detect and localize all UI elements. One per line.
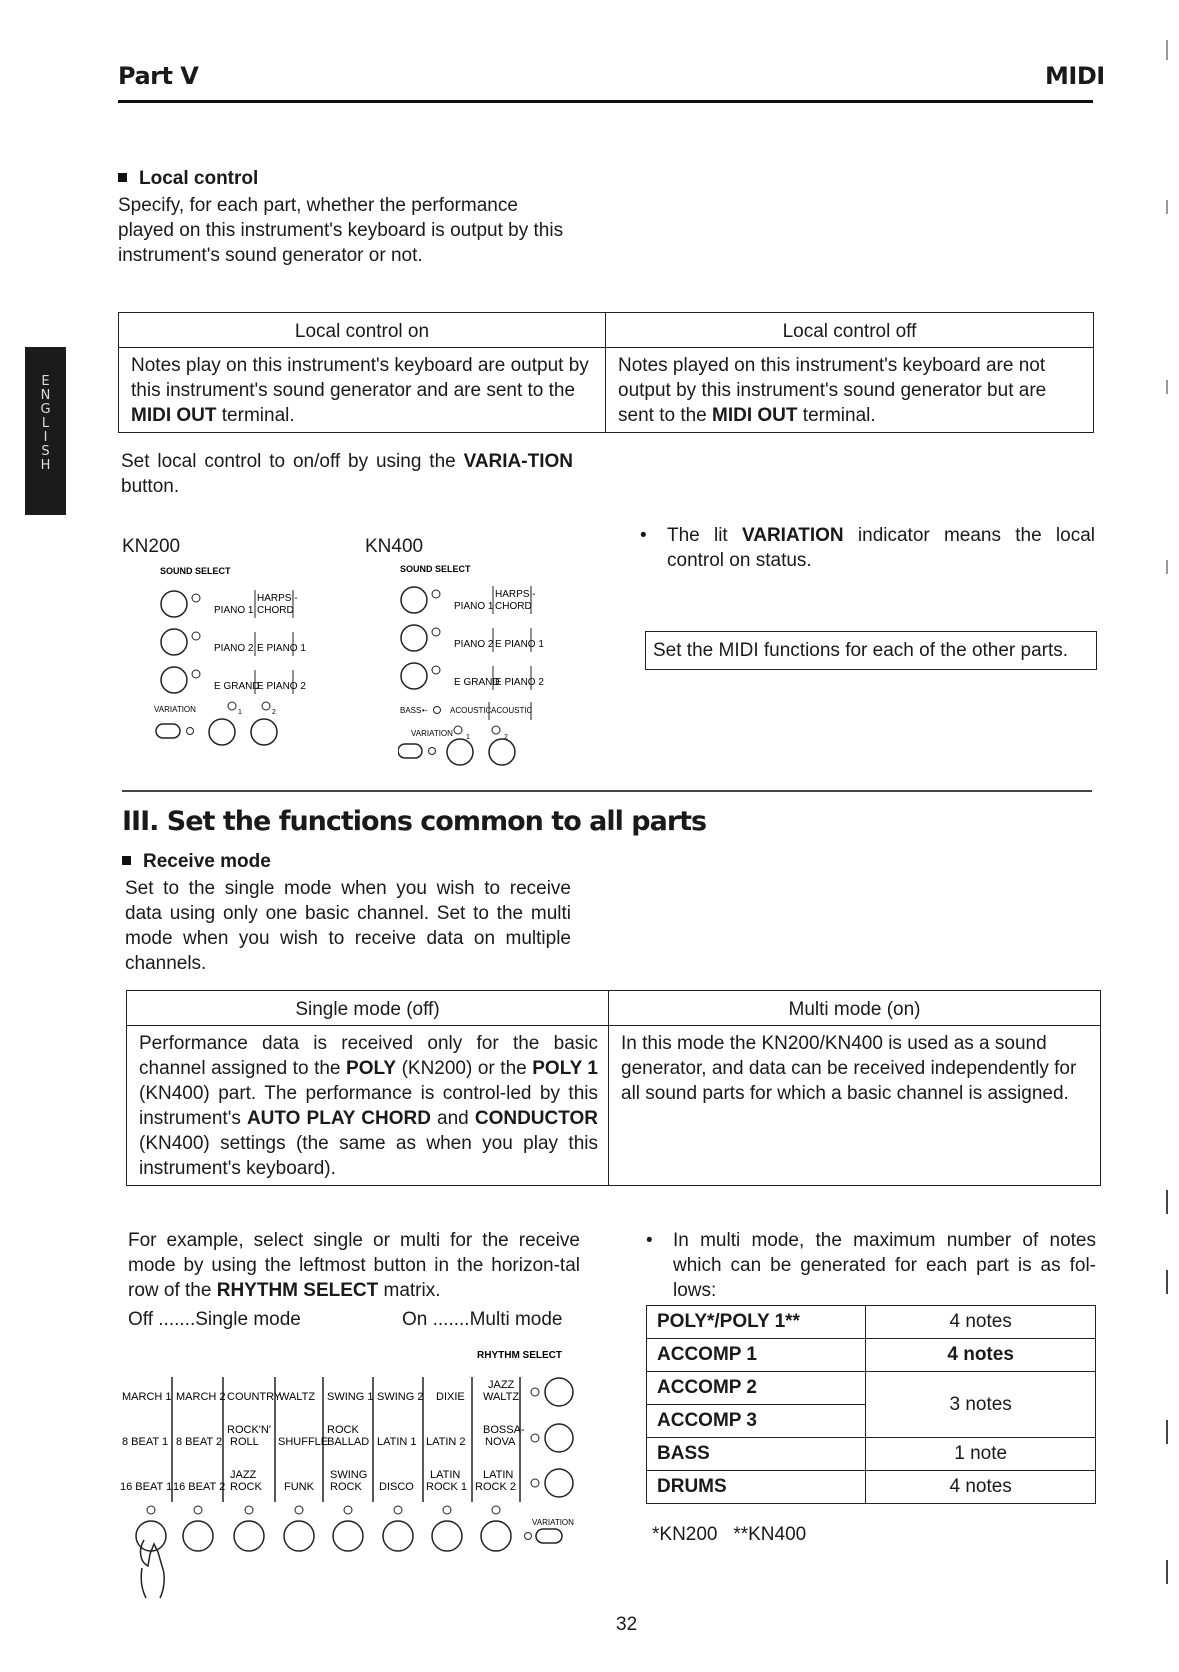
rhythm-label: COUNTRY [227,1391,282,1403]
svg-text:•-: •- [422,706,428,715]
rhythm-select-matrix [120,1340,590,1602]
variation-button[interactable] [156,724,180,738]
piano1-label: PIANO 1 [454,601,494,612]
note-count: 3 notes [866,1372,1096,1438]
indicator-led [228,702,236,710]
column-button[interactable] [432,1521,462,1551]
note-box: Set the MIDI functions for each of the other parts. [645,631,1097,670]
column-button[interactable] [333,1521,363,1551]
acoustic-label: ACOUSTIC [450,706,492,715]
indicator-led [531,1434,539,1442]
kn200-label: KN200 [122,536,181,557]
row-select-button[interactable] [545,1469,573,1497]
rhythm-label: NOVA [485,1436,516,1448]
egrand-label: E GRAND [214,681,260,692]
rhythm-label: ROCK [230,1481,262,1493]
header-part: Part V [118,62,199,90]
single-mode-desc: Performance data is received only for the basic channel assigned to the POLY (KN200) or the POLY 1 (KN400) part. The performance is control-led by this instrument's AUTO PLAY CHORD and CONDUCTOR (KN400) settings (the same as when you play this instrument's keyboard). [127,1026,609,1186]
tab-letter: N [40,388,51,403]
indicator-led [434,707,441,714]
variation-led [187,728,194,735]
variation-instruction: Set local control to on/off by using the VARIA-TION button. [121,451,573,497]
variation-button[interactable] [398,744,422,758]
example-text: For example, select single or multi for the receive mode by using the leftmost button in the horizon-tal row of the RHYTHM SELECT matrix. [128,1230,580,1301]
variation-2-label: 2 [504,734,508,741]
column-button[interactable] [481,1521,511,1551]
rhythm-label: WALTZ [483,1391,520,1403]
sound-select-label: SOUND SELECT [160,566,231,576]
variation-1-button[interactable] [447,739,473,765]
rhythm-label: BALLAD [327,1436,370,1448]
rhythm-label: 8 BEAT 2 [176,1436,223,1448]
rhythm-label: ROLL [230,1436,259,1448]
indicator-led [262,702,270,710]
header-section: MIDI [1045,62,1105,90]
variation-label: VARIATION [154,705,196,714]
sound-select-label: SOUND SELECT [400,564,471,574]
indicator-led [192,594,200,602]
rhythm-label: SWING 1 [327,1391,374,1403]
sound-button[interactable] [161,667,187,693]
row-select-button[interactable] [545,1424,573,1452]
rhythm-label: BOSSA- [483,1424,525,1436]
rhythm-label: ROCK'N' [227,1424,271,1436]
table-row [647,1438,1096,1471]
local-control-heading: Local control [118,168,258,190]
variation-1-label: 1 [238,709,242,716]
epiano1-label: E PIANO 1 [257,643,306,654]
harpsi-label: HARPSI- [257,593,298,604]
local-control-intro: Specify, for each part, whether the performance played on this instrument's keyboard is output by this instrument's sound generator or not. [118,195,564,266]
indicator-led [432,590,440,598]
rhythm-label: SWING [330,1469,368,1481]
section-title: III. Set the functions common to all parts [122,806,707,837]
sound-button[interactable] [161,629,187,655]
rhythm-label: ROCK [330,1481,362,1493]
rhythm-label: ROCK 1 [426,1481,467,1493]
piano2-label: PIANO 2 [454,639,494,650]
rhythm-label: 16 BEAT 2 [173,1481,226,1493]
rhythm-label: 8 BEAT 1 [122,1436,169,1448]
part-name: POLY*/POLY 1** [647,1306,866,1339]
receive-mode-table [126,990,1101,1186]
piano2-label: PIANO 2 [214,643,254,654]
rhythm-label: SWING 2 [377,1391,424,1403]
rhythm-label: LATIN [483,1469,514,1481]
local-on-desc: Notes play on this instrument's keyboard are output by this instrument's sound generator and are sent to the MIDI OUT terminal. [119,348,606,433]
indicator-led [432,666,440,674]
rhythm-label: JAZZ [230,1469,257,1481]
rhythm-label: ROCK [327,1424,359,1436]
chord-label: CHORD [257,605,294,616]
row-select-button[interactable] [545,1378,573,1406]
indicator-led [192,632,200,640]
tab-letter: H [40,458,51,473]
sound-button[interactable] [401,587,427,613]
rhythm-label: WALTZ [279,1391,316,1403]
chord-label: CHORD [495,601,532,612]
table-row [647,1306,1096,1339]
note-count: 1 note [866,1438,1096,1471]
page-number: 32 [616,1614,638,1635]
language-tab [25,347,66,515]
variation-2-label: 2 [272,709,276,716]
tab-letter: I [43,430,48,445]
indicator-led [531,1479,539,1487]
column-button[interactable] [383,1521,413,1551]
rhythm-label: LATIN 2 [426,1436,466,1448]
variation-bullet: • The lit VARIATION indicator means the local control on status. [640,525,1095,571]
indicator-led [432,628,440,636]
rhythm-label: MARCH 2 [176,1391,226,1403]
rhythm-select-label: RHYTHM SELECT [477,1350,562,1361]
col-local-on: Local control on [119,313,606,348]
indicator-led [531,1388,539,1396]
variation-led [429,748,436,755]
variation-button[interactable] [536,1529,562,1543]
note-count: 4 notes [866,1339,1096,1372]
variation-2-button[interactable] [251,719,277,745]
table-row [647,1339,1096,1372]
table-row [647,1471,1096,1504]
rhythm-label: ROCK 2 [475,1481,516,1493]
part-name: BASS [647,1438,866,1471]
section-divider [122,790,1092,792]
col-single-mode: Single mode (off) [127,991,609,1026]
receive-mode-heading: Receive mode [122,851,271,873]
tab-letter: E [41,374,50,389]
note-count: 4 notes [866,1306,1096,1339]
rhythm-label: DISCO [379,1481,414,1493]
indicator-led [454,726,462,734]
part-name: DRUMS [647,1471,866,1504]
col-multi-mode: Multi mode (on) [609,991,1101,1026]
tab-letter: L [41,416,50,431]
part-name: ACCOMP 3 [647,1405,866,1438]
column-button[interactable] [234,1521,264,1551]
rhythm-label: FUNK [284,1481,314,1493]
variation-1-label: 1 [466,734,470,741]
rhythm-label: DIXIE [436,1391,465,1403]
variation-led [525,1533,532,1540]
off-single-label: Off .......Single mode [128,1309,301,1330]
sound-button[interactable] [401,663,427,689]
note-count: 4 notes [866,1471,1096,1504]
tab-letter: G [40,402,51,417]
rhythm-label: SHUFFLE [278,1436,329,1448]
notes-table [646,1305,1096,1504]
indicator-led [492,726,500,734]
col-local-off: Local control off [606,313,1094,348]
sound-button[interactable] [401,625,427,651]
rhythm-label: JAZZ [488,1379,515,1391]
header-rule [118,100,1093,103]
multi-mode-bullet: • In multi mode, the maximum number of notes which can be generated for each part is as fol-lows: [646,1230,1096,1301]
table-row [647,1372,1096,1405]
local-off-desc: Notes played on this instrument's keyboard are not output by this instrument's sound generator but are sent to the MIDI OUT terminal. [606,348,1094,433]
egrand-label: E GRAND [454,677,500,688]
indicator-led [192,670,200,678]
variation-label: VARIATION [532,1518,574,1527]
receive-mode-intro: Set to the single mode when you wish to receive data using only one basic channel. Set to the multi mode when you wish to receive data on multiple channels. [125,878,571,974]
tab-letter: S [41,444,50,459]
variation-1-button[interactable] [209,719,235,745]
rhythm-label: LATIN 1 [377,1436,417,1448]
part-name: ACCOMP 1 [647,1339,866,1372]
epiano2-label: E PIANO 2 [257,681,306,692]
kn400-sound-select-panel [398,558,568,768]
variation-label: VARIATION [411,729,453,738]
epiano2-label: E PIANO 2 [495,677,544,688]
multi-mode-desc: In this mode the KN200/KN400 is used as a sound generator, and data can be received independently for all sound parts for which a basic channel is assigned. [609,1026,1101,1186]
acoustic-label: ACOUSTIC [491,706,533,715]
kn400-label: KN400 [365,536,424,557]
part-name: ACCOMP 2 [647,1372,866,1405]
variation-2-button[interactable] [489,739,515,765]
rhythm-label: LATIN [430,1469,461,1481]
column-button[interactable] [183,1521,213,1551]
piano1-label: PIANO 1 [214,605,254,616]
local-control-table [118,312,1094,433]
footnote: *KN200 **KN400 [652,1524,807,1545]
bass-label: BASS [400,706,422,715]
rhythm-label: MARCH 1 [122,1391,172,1403]
column-button[interactable] [284,1521,314,1551]
epiano1-label: E PIANO 1 [495,639,544,650]
harpsi-label: HARPSI- [495,589,536,600]
on-multi-label: On .......Multi mode [402,1309,563,1330]
rhythm-label: 16 BEAT 1 [120,1481,173,1493]
sound-button[interactable] [161,591,187,617]
kn200-sound-select-panel [150,560,320,750]
